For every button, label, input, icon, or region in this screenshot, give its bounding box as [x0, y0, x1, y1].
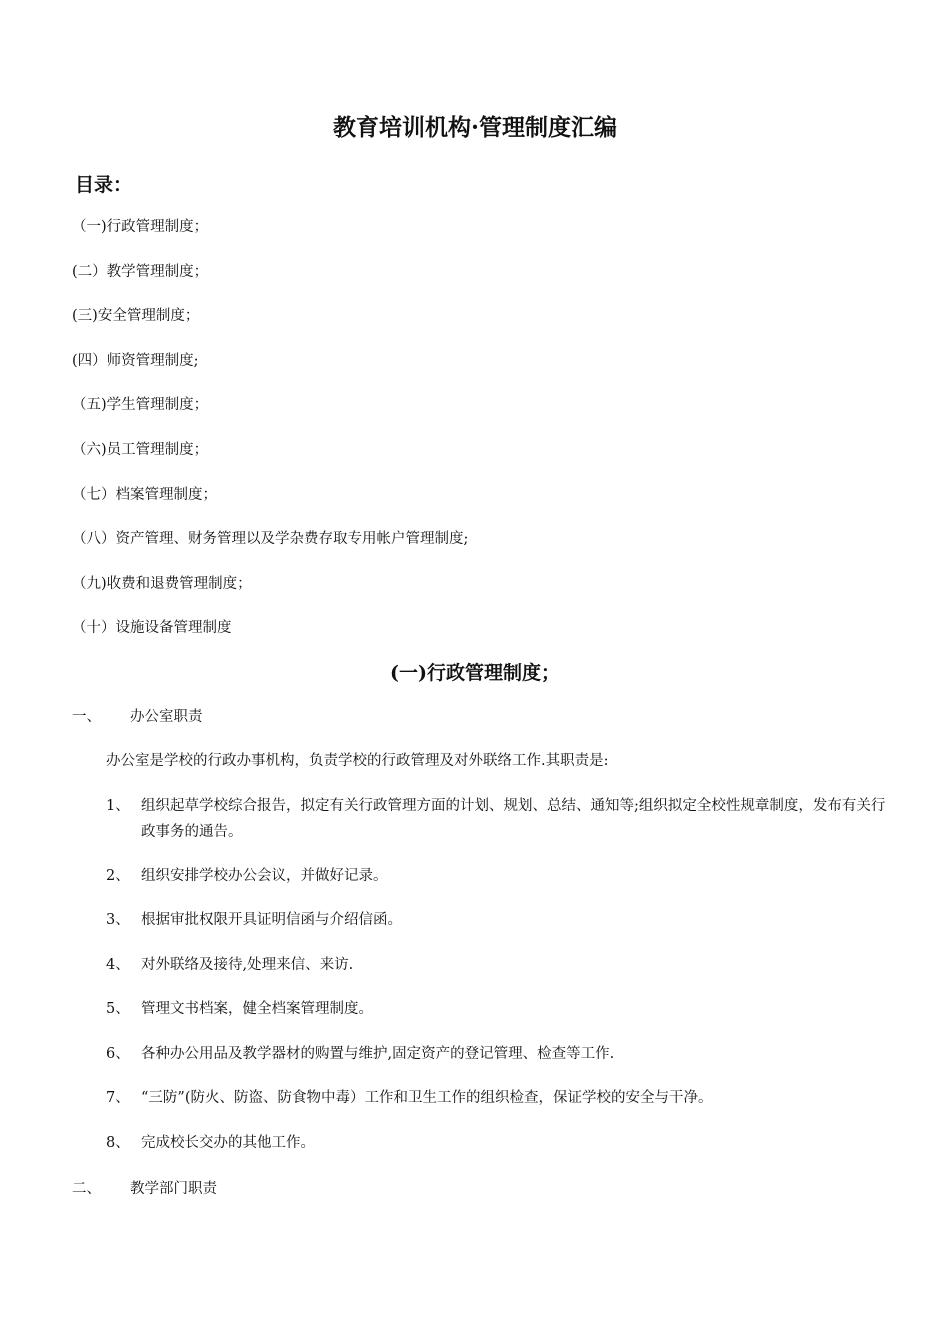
chapter-number: 一、 — [72, 709, 101, 725]
duty-item — [106, 996, 886, 1022]
duty-number: 8、 — [106, 1135, 130, 1151]
document-title: 教育培训机构·管理制度汇编 — [332, 114, 617, 141]
duty-number: 7、 — [106, 1090, 130, 1106]
duty-text: 各种办公用品及教学器材的购置与维护,固定资产的登记管理、检查等工作. — [141, 1046, 615, 1062]
duty-number: 4、 — [106, 957, 130, 973]
toc-item-assets-finance: （八）资产管理、财务管理以及学杂费存取专用帐户管理制度; — [72, 531, 469, 548]
duty-number: 6、 — [106, 1046, 130, 1062]
duty-item — [106, 1085, 886, 1111]
toc-item-administration: （一)行政管理制度； — [72, 219, 209, 235]
duty-item — [106, 793, 886, 845]
chapter-heading-teaching-duties — [72, 1176, 217, 1202]
duty-text: 管理文书档案，健全档案管理制度。 — [141, 1001, 373, 1017]
duty-number: 5、 — [106, 1001, 130, 1017]
toc-item-fees-refunds: （九)收费和退费管理制度； — [72, 575, 252, 592]
duty-text: 完成校长交办的其他工作。 — [141, 1135, 315, 1151]
duty-text: 组织起草学校综合报告，拟定有关行政管理方面的计划、规划、总结、通知等;组织拟定全校性规章制度，发布有关行政事务的通告。 — [141, 798, 886, 840]
duty-item — [106, 863, 886, 889]
duty-text: 组织安排学校办公会议，并做好记录。 — [141, 868, 388, 884]
duty-item — [106, 1041, 886, 1067]
table-of-contents — [72, 214, 468, 660]
duty-text: 根据审批权限开具证明信函与介绍信函。 — [141, 912, 402, 928]
duty-number: 3、 — [106, 912, 130, 928]
chapter-number: 二、 — [72, 1181, 101, 1197]
toc-item-faculty: (四）师资管理制度; — [72, 352, 199, 369]
duty-item — [106, 1130, 886, 1156]
toc-item-facilities: （十）设施设备管理制度 — [72, 620, 232, 637]
toc-heading: 目录： — [75, 174, 133, 196]
duty-text: “三防”(防火、防盗、防食物中毒）工作和卫生工作的组织检查，保证学校的安全与干净。 — [141, 1090, 713, 1106]
chapter-title: 教学部门职责 — [130, 1181, 217, 1197]
toc-item-safety: (三)安全管理制度； — [72, 308, 200, 325]
toc-item-students: （五)学生管理制度； — [72, 397, 209, 414]
chapter-title: 办公室职责 — [130, 709, 203, 725]
duty-text: 对外联络及接待,处理来信、来访. — [141, 957, 354, 973]
toc-item-teaching: (二）教学管理制度； — [72, 263, 209, 280]
duty-item — [106, 907, 886, 933]
section-heading-administration: (一)行政管理制度； — [390, 662, 560, 684]
chapter-heading-office-duties — [72, 704, 203, 730]
duty-item — [106, 952, 886, 978]
duty-number: 1、 — [106, 798, 130, 814]
toc-item-archives: （七）档案管理制度； — [72, 486, 217, 503]
office-intro-paragraph: 办公室是学校的行政办事机构，负责学校的行政管理及对外联络工作.其职责是: — [106, 753, 609, 769]
duty-number: 2、 — [106, 868, 130, 884]
toc-item-staff: （六)员工管理制度； — [72, 441, 209, 458]
